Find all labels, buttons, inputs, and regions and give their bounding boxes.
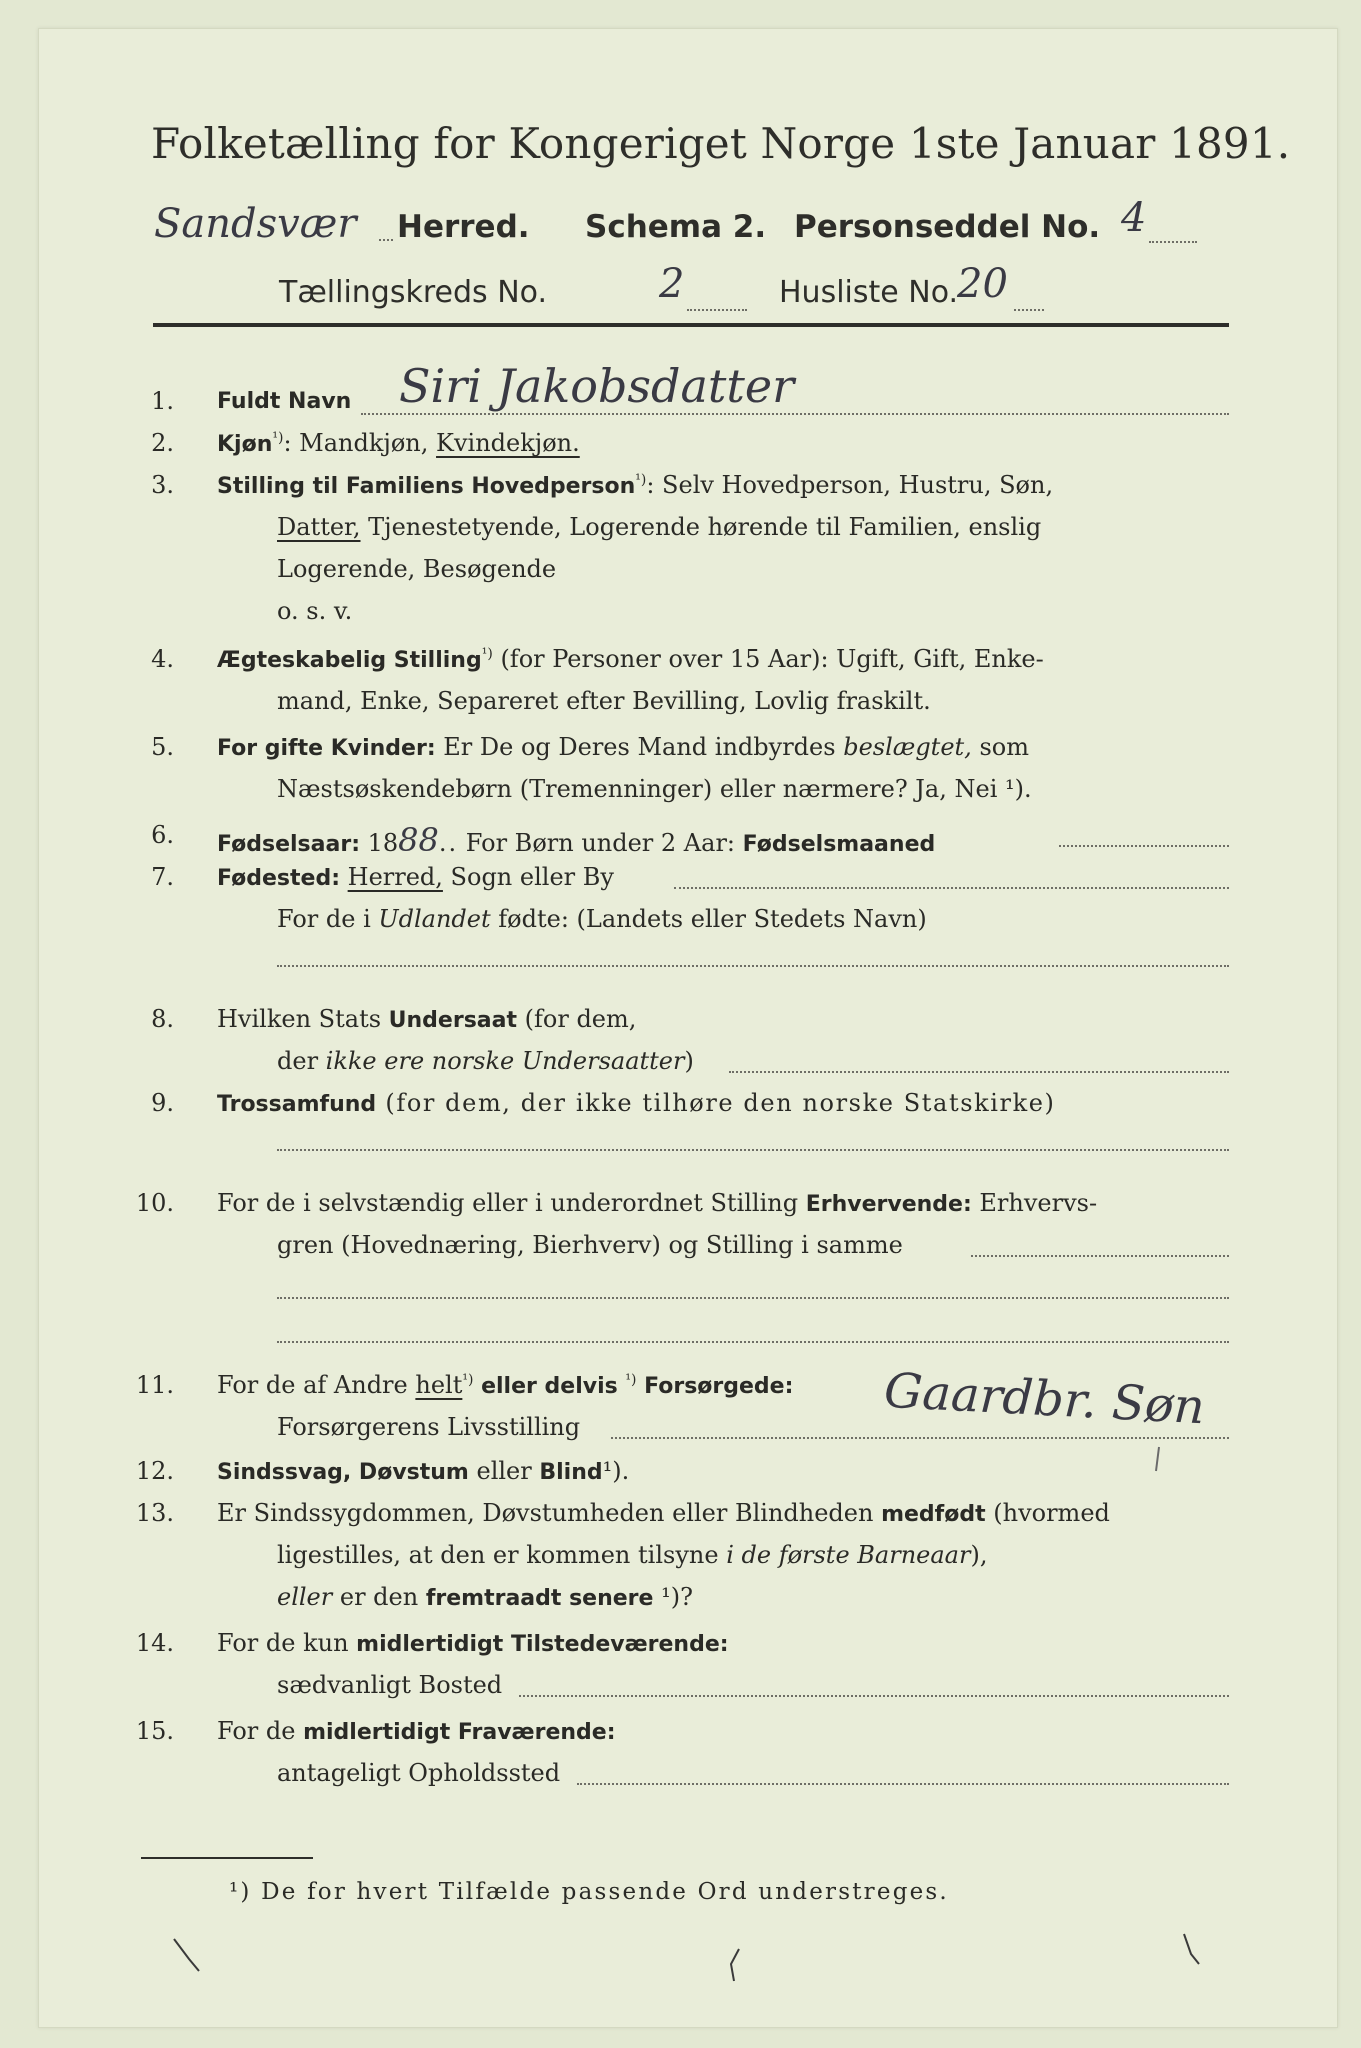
- census-form-page: [38, 28, 1338, 2028]
- item-5-line-1: For gifte Kvinder: Er De og Deres Mand indbyrdes beslægtet, som: [217, 733, 1029, 761]
- personseddel-number: 4: [1121, 195, 1147, 241]
- item-10-line-2: gren (Hovednæring, Bierhverv) og Stilling i samme: [277, 1231, 903, 1259]
- full-name-value: Siri Jakobsdatter: [399, 359, 795, 413]
- schema-label: Schema 2.: [585, 209, 767, 245]
- item-14-line-1: For de kun midlertidigt Tilstedeværende:: [217, 1629, 729, 1657]
- item-7-line-1: Fødested: Herred, Sogn eller By: [217, 863, 614, 891]
- birth-year-value: 88: [398, 821, 439, 859]
- birthplace-selected: Herred,: [347, 863, 443, 891]
- kreds-number: 2: [659, 261, 685, 307]
- husliste-number: 20: [957, 261, 1008, 307]
- item-6-line: Fødselsaar: 1888.. For Børn under 2 Aar: Fødselsmaaned: [217, 821, 936, 859]
- item-3-line-1: Stilling til Familiens Hovedperson$^{^1)}$: Selv Hovedperson, Hustru, Søn,: [217, 471, 1054, 499]
- item-12-number: 12.: [135, 1457, 174, 1485]
- husliste-label: Husliste No.: [779, 275, 959, 310]
- item-4-line-2: mand, Enke, Separeret efter Bevilling, Lovlig fraskilt.: [277, 687, 931, 715]
- footnote: ¹) De for hvert Tilfælde passende Ord understreges.: [229, 1879, 949, 1905]
- item-8-line-2: der ikke ere norske Undersaatter): [277, 1047, 694, 1075]
- form-title: Folketælling for Kongeriget Norge 1ste Januar 1891.: [151, 119, 1291, 168]
- item-8-number: 8.: [151, 1005, 174, 1033]
- item-7-line-2: For de i Udlandet fødte: (Landets eller Stedets Navn): [277, 905, 927, 933]
- item-9-line: Trossamfund (for dem, der ikke tilhøre den norske Statskirke): [217, 1089, 1056, 1117]
- herred-label: Herred.: [397, 209, 530, 245]
- item-13-line-3: eller er den fremtraadt senere ¹)?: [277, 1583, 693, 1611]
- item-14-number: 14.: [135, 1629, 174, 1657]
- item-4-number: 4.: [151, 645, 174, 673]
- personseddel-label: Personseddel No.: [794, 209, 1101, 245]
- relation-selected: Datter,: [277, 513, 361, 541]
- item-5-line-2: Næstsøskendebørn (Tremenninger) eller nærmere? Ja, Nei ¹).: [277, 775, 1032, 803]
- item-1-number: 1.: [151, 387, 174, 415]
- item-15-line-2: antageligt Opholdssted: [277, 1759, 561, 1787]
- item-3-line-2: Datter, Tjenestetyende, Logerende hørende til Familien, enslig: [277, 513, 1042, 541]
- item-10-number: 10.: [135, 1189, 174, 1217]
- pencil-marks: [39, 29, 1337, 2027]
- item-14-line-2: sædvanligt Bosted: [277, 1671, 503, 1699]
- item-3-line-3: Logerende, Besøgende: [277, 555, 557, 583]
- item-2-line: Kjøn$^{^1)}$: Mandkjøn, Kvindekjøn.: [217, 429, 580, 457]
- item-15-line-1: For de midlertidigt Fraværende:: [217, 1717, 616, 1745]
- herred-name-handwritten: Sandsvær: [154, 201, 357, 247]
- item-9-number: 9.: [151, 1089, 174, 1117]
- item-13-line-2: ligestilles, at den er kommen tilsyne i de første Barneaar),: [277, 1541, 988, 1569]
- item-8-line-1: Hvilken Stats Undersaat (for dem,: [217, 1005, 637, 1033]
- item-13-line-1: Er Sindssygdommen, Døvstumheden eller Blindheden medfødt (hvormed: [217, 1499, 1110, 1527]
- provider-occupation-handwritten: Gaardbr. Søn: [882, 1362, 1207, 1436]
- item-11-line-2: Forsørgerens Livsstilling: [277, 1413, 581, 1441]
- item-6-number: 6.: [151, 821, 174, 849]
- full-name-label: Fuldt Navn: [217, 389, 352, 414]
- item-2-number: 2.: [151, 429, 174, 457]
- item-4-line-1: Ægteskabelig Stilling$^{^1)}$ (for Personer over 15 Aar): Ugift, Gift, Enke-: [217, 645, 1044, 673]
- item-11-number: 11.: [135, 1371, 174, 1399]
- item-11-line-1: For de af Andre helt$^{^1)}$ eller delvis $^{^1)}$ Forsørgede:: [217, 1371, 794, 1399]
- kreds-label: Tællingskreds No.: [279, 275, 547, 310]
- item-7-number: 7.: [151, 863, 174, 891]
- item-12-line: Sindssvag, Døvstum eller Blind¹).: [217, 1457, 630, 1485]
- item-3-line-4: o. s. v.: [277, 597, 353, 625]
- item-15-number: 15.: [135, 1717, 174, 1745]
- item-5-number: 5.: [151, 733, 174, 761]
- item-10-line-1: For de i selvstændig eller i underordnet Stilling Erhvervende: Erhvervs-: [217, 1189, 1098, 1217]
- item-13-number: 13.: [135, 1499, 174, 1527]
- item-3-number: 3.: [151, 471, 174, 499]
- gender-selected: Kvindekjøn.: [436, 429, 580, 457]
